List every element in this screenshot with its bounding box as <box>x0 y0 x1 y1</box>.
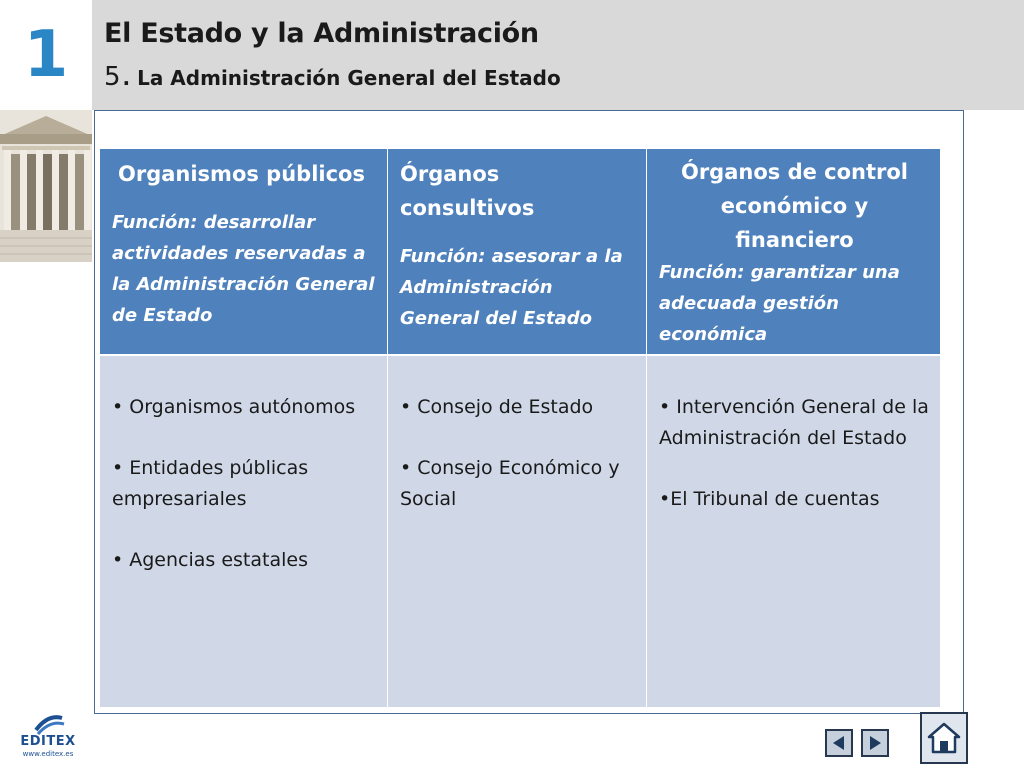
subtitle <box>104 62 561 92</box>
list-item: • Entidades públicas empresariales <box>112 457 309 510</box>
previous-button[interactable] <box>825 729 853 757</box>
list-item: • Consejo de Estado <box>400 396 594 418</box>
chapter-number: 1 <box>23 18 69 92</box>
column-function: Función: desarrollar actividades reservadas a la Administración General de Estado <box>112 212 375 326</box>
administration-table <box>100 149 940 707</box>
editex-logo-icon <box>18 710 78 736</box>
column-title: Órganos de control económico y financiero <box>680 160 909 252</box>
column-title: Órganos consultivos <box>400 162 535 220</box>
editex-logo[interactable] <box>18 710 78 760</box>
subtitle-text: . La Administración General del Estado <box>122 66 561 90</box>
list-item: • Agencias estatales <box>112 548 308 571</box>
subtitle-number: 5 <box>104 62 121 92</box>
column-function: Función: asesorar a la Administración General del Estado <box>400 246 623 329</box>
table-body-cell <box>647 356 940 707</box>
next-button[interactable] <box>861 729 889 757</box>
logo-name: EDITEX <box>20 734 76 749</box>
table-body-cell <box>388 356 646 707</box>
table-body-cell <box>100 356 387 707</box>
list-item: •El Tribunal de cuentas <box>659 487 880 510</box>
table-header-cell <box>388 149 646 354</box>
list-item: • Organismos autónomos <box>112 396 356 418</box>
page-title: El Estado y la Administración <box>104 18 539 49</box>
table-header-cell <box>100 149 387 354</box>
home-button[interactable] <box>920 712 968 764</box>
column-function: Función: garantizar una adecuada gestión económica <box>659 262 900 345</box>
table-header-cell <box>647 149 940 354</box>
column-title: Organismos públicos <box>118 162 365 186</box>
list-item: • Intervención General de la Administración del Estado <box>659 396 929 449</box>
header-band <box>92 0 1024 110</box>
home-icon <box>927 721 961 755</box>
triangle-left-icon <box>831 735 847 751</box>
list-item: • Consejo Económico y Social <box>400 457 620 510</box>
triangle-right-icon <box>867 735 883 751</box>
building-image <box>0 110 92 262</box>
logo-url: www.editex.es <box>22 750 74 758</box>
